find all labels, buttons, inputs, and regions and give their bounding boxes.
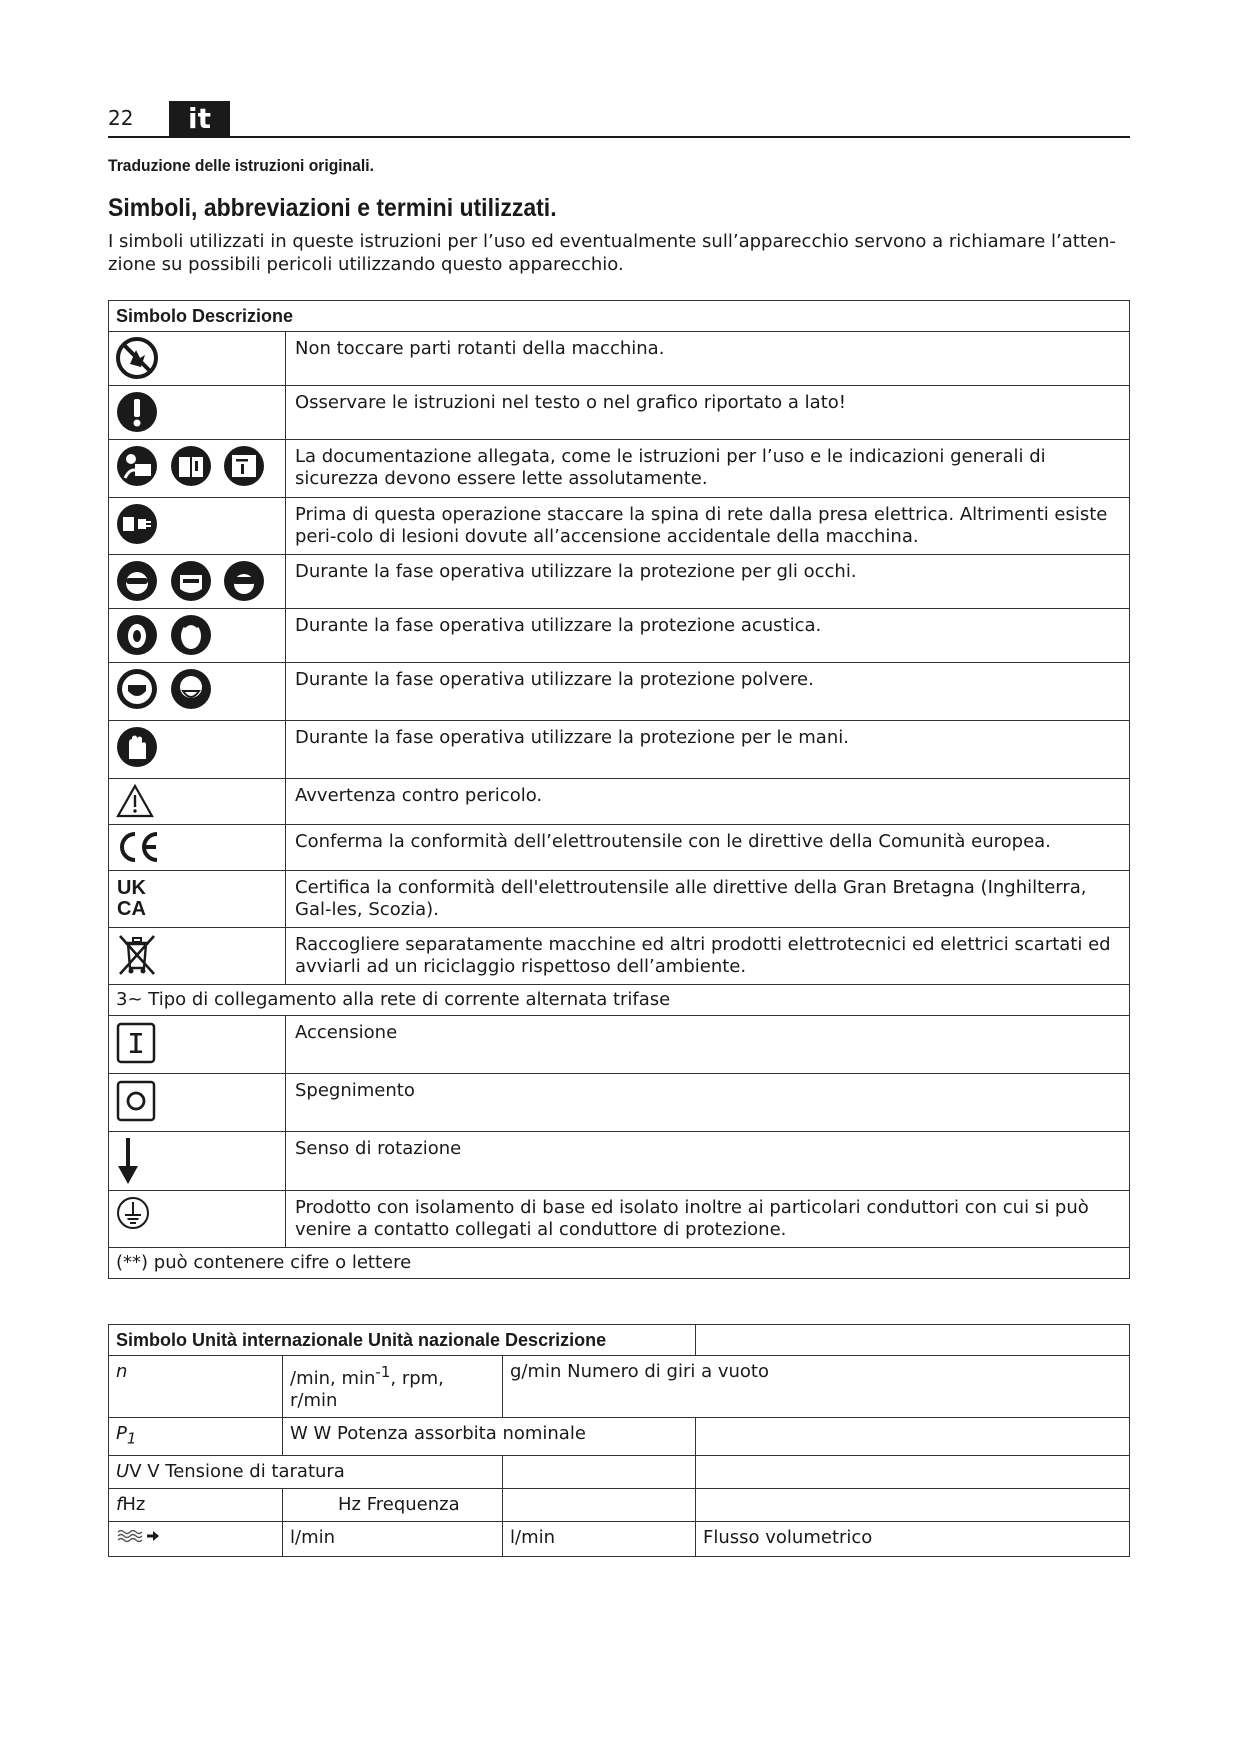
unit-national: l/min <box>503 1521 696 1556</box>
symbol-cell <box>109 609 286 663</box>
symbol-description: Prima di questa operazione staccare la spina di rete dalla presa elettrica. Altrimenti esiste peri-colo di lesioni dovute all’accensione accidentale della macchina. <box>286 498 1130 555</box>
gloves-icon <box>115 725 159 769</box>
symbol-cell <box>109 1191 286 1248</box>
symbol-cell <box>109 1074 286 1132</box>
crossed-bin-icon <box>115 932 159 978</box>
dust-mask-icon <box>115 667 159 711</box>
rotation-arrow-icon <box>115 1136 141 1186</box>
eye-protection-icon <box>115 559 159 603</box>
three-phase-row: 3~ Tipo di collegamento alla rete di corrente alternata trifase <box>109 985 1130 1016</box>
unit-description <box>696 1418 1130 1456</box>
symbol-description: Osservare le istruzioni nel testo o nel grafico riportato a lato! <box>286 386 1130 440</box>
symbol-cell <box>109 440 286 498</box>
symbol-cell <box>109 871 286 928</box>
symbols-table <box>108 300 1130 1279</box>
units-table-header-empty <box>696 1325 1130 1356</box>
unit-international: l/min <box>283 1521 503 1556</box>
svg-text:UK: UK <box>117 877 146 899</box>
symbols-table-header: Simbolo Descrizione <box>109 301 1130 332</box>
symbol-description: Conferma la conformità dell’elettroutensile con le direttive della Comunità europea. <box>286 825 1130 871</box>
symbol-description: Durante la fase operativa utilizzare la protezione polvere. <box>286 663 1130 721</box>
symbol-description: Spegnimento <box>286 1074 1130 1132</box>
svg-text:CA: CA <box>117 898 146 919</box>
symbol-description: Avvertenza contro pericolo. <box>286 779 1130 825</box>
unit-symbol: UV V Tensione di taratura <box>109 1455 503 1488</box>
unit-national <box>503 1455 696 1488</box>
symbol-description: Raccogliere separatamente macchine ed altri prodotti elettrotecnici ed elettrici scartati ed avviarli ad un riciclaggio rispettoso dell’ambiente. <box>286 928 1130 985</box>
unit-description <box>696 1455 1130 1488</box>
symbol-cell <box>109 779 286 825</box>
symbol-description: Certifica la conformità dell'elettroutensile alle direttive della Gran Bretagna (Inghilterra, Gal-les, Scozia). <box>286 871 1130 928</box>
header-rule <box>108 136 1130 138</box>
ce-mark-icon <box>115 829 161 865</box>
symbol-cell <box>109 332 286 386</box>
symbol-cell <box>109 1132 286 1191</box>
intro-paragraph: I simboli utilizzati in queste istruzioni per l’uso ed eventualmente sull’apparecchio servono a richiamare l’atten-zione su possibili pericoli utilizzando questo apparecchio. <box>108 231 1116 275</box>
unplug-icon <box>115 502 159 546</box>
units-table <box>108 1324 1130 1557</box>
symbol-cell <box>109 928 286 985</box>
ukca-mark-icon <box>115 875 151 919</box>
unit-international: W W Potenza assorbita nominale <box>283 1418 696 1456</box>
page-number: 22 <box>108 106 134 130</box>
unit-international: Hz Frequenza <box>283 1488 503 1521</box>
symbol-description: Durante la fase operativa utilizzare la protezione per le mani. <box>286 721 1130 779</box>
units-table-header: Simbolo Unità internazionale Unità nazionale Descrizione <box>109 1325 696 1356</box>
unit-international: /min, $\min^{-1}$, rpm, r/min <box>283 1356 503 1418</box>
language-badge: it <box>169 101 230 137</box>
symbol-cell <box>109 721 286 779</box>
unit-symbol: fHz <box>109 1488 283 1521</box>
unit-national-description: g/min Numero di giri a vuoto <box>503 1356 1130 1418</box>
symbol-description: Accensione <box>286 1016 1130 1074</box>
symbol-description: Durante la fase operativa utilizzare la protezione acustica. <box>286 609 1130 663</box>
symbol-description: Prodotto con isolamento di base ed isolato inoltre ai particolari conduttori con cui si può venire a contatto collegati al conduttore di protezione. <box>286 1191 1130 1248</box>
symbol-cell <box>109 663 286 721</box>
read-manual-icon <box>115 444 159 488</box>
power-on-icon <box>115 1020 157 1066</box>
subtitle: Traduzione delle istruzioni originali. <box>108 156 374 175</box>
symbol-cell <box>109 825 286 871</box>
unit-description <box>696 1488 1130 1521</box>
page-title: Simboli, abbreviazioni e termini utilizzati. <box>108 194 557 222</box>
unit-description: Flusso volumetrico <box>696 1521 1130 1556</box>
protective-earth-icon <box>115 1195 151 1231</box>
footnote-row: (**) può contenere cifre o lettere <box>109 1248 1130 1279</box>
warning-triangle-icon <box>115 783 155 819</box>
ear-protection-icon <box>115 613 159 657</box>
symbol-cell <box>109 498 286 555</box>
symbol-cell <box>109 386 286 440</box>
exclamation-icon <box>115 390 159 434</box>
unit-symbol: $P_1$ <box>109 1418 283 1456</box>
symbol-description: Durante la fase operativa utilizzare la protezione per gli occhi. <box>286 555 1130 609</box>
unit-symbol: n <box>109 1356 283 1418</box>
book-icon <box>169 444 213 488</box>
respirator-icon <box>169 667 213 711</box>
manual-page-icon <box>222 444 266 488</box>
goggles-icon <box>222 559 266 603</box>
volume-flow-icon <box>116 1527 160 1545</box>
symbol-description: La documentazione allegata, come le istruzioni per l’uso e le indicazioni generali di sicurezza devono essere lette assolutamente. <box>286 440 1130 498</box>
ear-muffs-icon <box>169 613 213 657</box>
unit-symbol <box>109 1521 283 1556</box>
symbol-cell <box>109 1016 286 1074</box>
unit-national <box>503 1488 696 1521</box>
symbol-description: Non toccare parti rotanti della macchina. <box>286 332 1130 386</box>
power-off-icon <box>115 1078 157 1124</box>
symbol-cell <box>109 555 286 609</box>
symbol-description: Senso di rotazione <box>286 1132 1130 1191</box>
no-touch-rotating-icon <box>115 336 159 380</box>
face-shield-icon <box>169 559 213 603</box>
